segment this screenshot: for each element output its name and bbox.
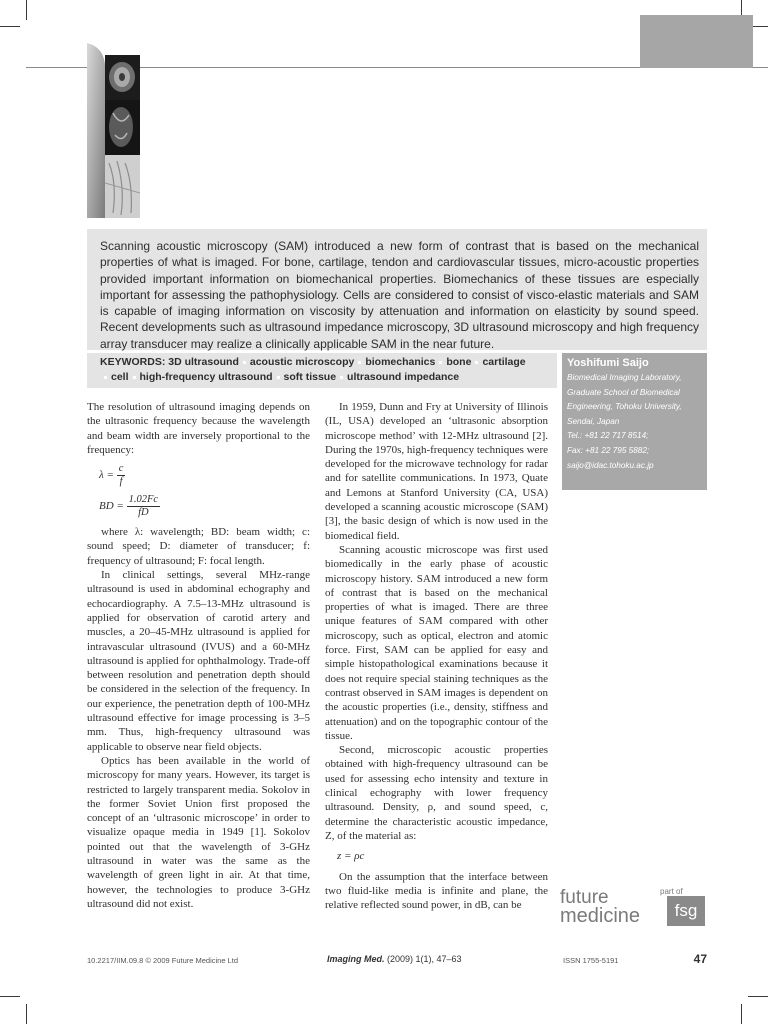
page-footer [87,953,707,969]
paragraph: On the assumption that the interface between two fluid-like media is infinite and plane, the relative reflected sound power, in dB, can be [325,870,548,912]
paragraph: The resolution of ultrasound imaging depends on the ultrasonic frequency because the wavelength and beam width are inversely proportional to the frequency: [87,401,310,456]
crop-mark [748,996,768,997]
abstract-box [87,229,707,350]
keyword: cartilage [482,356,526,368]
keywords-label: KEYWORDS: [100,356,166,368]
author-box [562,353,707,490]
author-tel: Tel.: +81 22 717 8514; [567,431,649,441]
logo-part-of: part of [660,887,683,896]
keyword: acoustic microscopy [249,356,355,368]
keyword: bone [446,356,472,368]
paragraph: where λ: wavelength; BD: beam width; c: sound speed; D: diameter of transducer; f: frequency of ultrasound; F: focal length. [87,526,310,567]
author-fax: Fax: +81 22 795 5882; [567,445,650,455]
author-affiliation: Biomedical Imaging Laboratory, Graduate School of Biomedical Engineering, Tohoku University, Sendai, Japan [567,373,682,426]
paragraph: Optics has been available in the world of microscopy for many years. However, its target is restricted to largely transparent media. Sokolov in the former Soviet Union first proposed the concept of an ‘ultrasonic microscope’ in order to visualize opaque media in 1949 [1]. Sokolov pointed out that the wavelength of 3-GHz ultrasound in water was the same as the wavelength of green light in air. At that time, however, the technologies to produce 3-GHz ultrasound did not exist. [87,754,310,910]
crop-mark [0,996,20,997]
keywords-box [87,353,557,388]
keyword: ultrasound impedance [347,371,460,383]
equation-denominator: f [119,476,123,488]
keyword: high-frequency ultrasound [139,371,273,383]
keyword: biomechanics [365,356,436,368]
keyword: soft tissue [283,371,337,383]
keyword: 3D ultrasound [168,356,239,368]
equation-impedance: z = ρc [337,850,365,863]
keyword: cell [111,371,129,383]
equation-lhs: λ = [99,469,114,482]
equation-fraction [117,463,126,488]
equation-denominator: fD [138,507,149,519]
logo-future: future [560,887,609,908]
paragraph: In 1959, Dunn and Fry at University of Illinois (IL, USA) developed an ‘ultrasonic absorption microscope method’ with 12-MHz ultrasound [2]. During the 1970s, high-frequency techniques were developed for the microwave technology for radar and for satellite communications. In 1973, Quate and Lemons at Stanford University (CA, USA) developed a scanning acoustic microscope (SAM) [3], the basic design of which is now used in the biomedical field. [325,401,548,542]
equation-wavelength [87,463,310,488]
logo-medicine: medicine [560,905,641,927]
anatomy-image-strip [87,43,140,218]
equation-numerator: c [118,463,124,475]
footer-citation [327,954,462,964]
footer-doi: 10.2217/IIM.09.8 © 2009 Future Medicine Ltd [87,956,239,965]
crop-mark [26,0,27,20]
footer-journal: Imaging Med. [327,954,385,964]
header-tab-block [640,15,753,68]
author-name: Yoshifumi Saijo [567,357,649,369]
equation-lhs: BD = [99,500,124,513]
logo-fsg: fsg [667,896,705,926]
equation-numerator: 1.02Fc [128,494,159,506]
crop-mark [0,26,20,27]
page-number: 47 [693,952,707,966]
abstract-text: Scanning acoustic microscopy (SAM) introduced a new form of contrast that is based on the mechanical properties of what is imaged. For bone, cartilage, tendon and cardiovascular tissues, micro-acoustic properties provided important information on biomechanical properties. Biomechanics of these tissues are especially important for assessing the pathophysiology. Cells are considered to consist of visco-elastic materials and SAM is capable of imaging information on viscosity by attenuation and information on elasticity by sound speed. Recent developments such as ultrasound impedance microscopy, 3D ultrasound microscopy and high frequency array transducer may realize a clinically applicable SAM in the near future. [100,239,699,351]
equation-fraction [127,494,160,519]
paragraph: Scanning acoustic microscope was first used biomedically in the early phase of acoustic microscopy history. SAM introduced a new form of contrast that is based on the mechanical properties of what is imaged. There are three unique features of SAM compared with other microscopy, such as optical, electron and atomic force. First, SAM can be applied for easy and simple histopathological examinations because it does not require special staining techniques as the contrast observed in SAM images is dependent on the acoustic properties (i.e., density, stiffness and attenuation) and on the topographic contour of the tissue. [325,543,548,742]
author-email[interactable]: saijo@idac.tohoku.ac.jp [567,460,654,470]
equation-beam-width [87,494,310,519]
crop-mark [26,1004,27,1024]
crop-mark [741,1004,742,1024]
body-column-left [87,400,310,911]
footer-citation-details: (2009) 1(1), 47–63 [384,954,462,964]
paragraph: Second, microscopic acoustic properties obtained with high-frequency ultrasound can be used for assessing echo intensity and texture in clinical echography with lower frequency ultrasound. Density, ρ, and sound speed, c, determine the characteristic acoustic impedance, Z, of the material as: [325,744,548,842]
publisher-logo [560,886,710,936]
paragraph: In clinical settings, several MHz-range ultrasound is used in abdominal echography and echocardiography. A 7.5–13-MHz ultrasound is applied for observation of carotid artery and muscles, a 20–45-MHz ultrasound is applied for intravascular ultrasound (IVUS) and a 60-MHz ultrasound is applied for ophthalmology. Trade-off between resolution and penetration depth should be considered in the selection of the frequency. In our experience, the penetration depth of 100-MHz ultrasound effective for image processing is 3–5 mm. Thus, high-frequency ultrasound was applicable to observe near field objects. [87,569,310,753]
footer-issn: ISSN 1755-5191 [563,956,619,965]
body-column-right [325,400,548,912]
